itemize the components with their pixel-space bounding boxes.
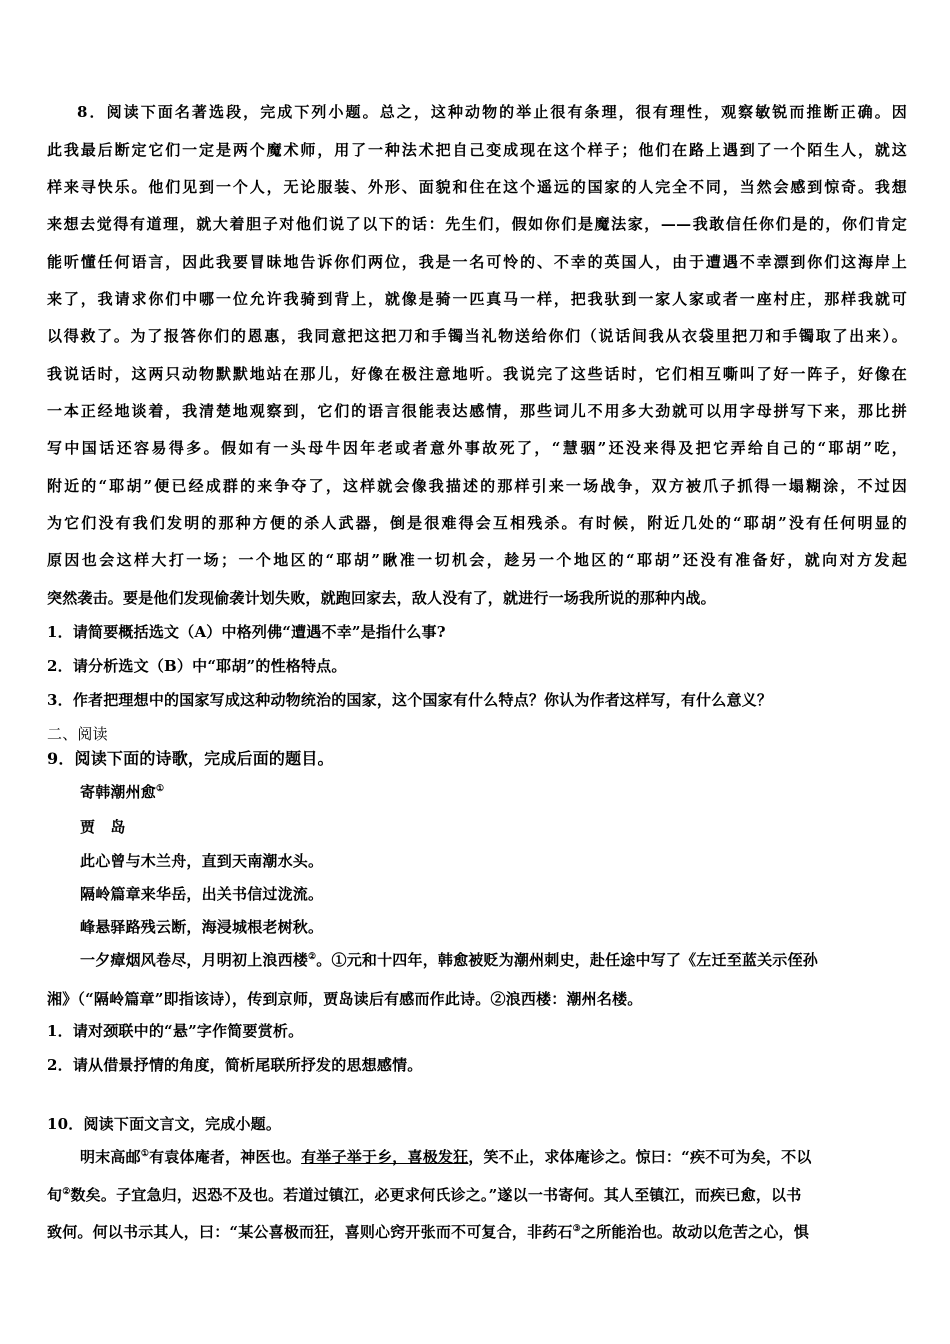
- q10-text: 之所能治也。故动以危苦之心，惧: [580, 1223, 809, 1241]
- q8-question-1: 1．请简要概括选文（A）中格列佛“遭遇不幸”是指什么事?: [47, 623, 446, 641]
- q8-line: 能听懂任何语言，因此我要冒昧地告诉你们两位，我是一名可怜的、不幸的英国人，由于遭遇不幸漂到你们这海岸上: [47, 253, 907, 271]
- poem-author: 贾 岛: [80, 818, 126, 836]
- q8-line: 以得救了。为了报答你们的恩惠，我同意把这把刀和手镯当礼物送给你们（说话间我从衣袋里把刀和手镯取了出来）。: [47, 327, 907, 345]
- q9-question-2: 2．请从借景抒情的角度，简析尾联所抒发的思想感情。: [47, 1056, 423, 1074]
- q8-line: 来想去觉得有道理，就大着胆子对他们说了以下的话：先生们，假如你们是魔法家，——我敢信任你们是的，你们肯定: [47, 215, 907, 233]
- poem-title-text: 寄韩潮州愈: [80, 783, 157, 801]
- q10-text: 数矣。子宜急归，迟恐不及也。若道过镇江，必更求何氏诊之。”遂以一书寄何。其人至镇江，而疾已愈，以书: [70, 1186, 802, 1204]
- footnote-mark: ①: [156, 784, 165, 794]
- q8-line: 一本正经地谈着，我清楚地观察到，它们的语言很能表达感情，那些词儿不用多大劲就可以用字母拼写下来，那比拼: [47, 402, 907, 420]
- q10-text: ，笑不止，求体庵诊之。惊曰：“疾不可为矣，不以: [468, 1148, 812, 1166]
- q10-text: 有袁体庵者，神医也。: [149, 1148, 302, 1166]
- footnote-mark: ①: [140, 1149, 150, 1159]
- q10-text: 致何。何以书示其人，曰：“某公喜极而狂，喜则心窍开张而不可复合，非药石: [47, 1223, 573, 1241]
- underlined-sentence: 有举子举于乡，喜极发狂: [301, 1148, 469, 1166]
- q8-line: 附近的“耶胡”便已经成群的来争夺了，这样就会像我描述的那样引来一场战争，双方被爪子抓得一塌糊涂，不过因: [47, 477, 907, 495]
- q8-question-2: 2．请分析选文（B）中“耶胡”的性格特点。: [47, 657, 347, 675]
- poem-verse: 峰悬驿路残云断，海浸城根老树秋。: [80, 918, 324, 936]
- footnote-mark: ③: [572, 1224, 581, 1234]
- poem-title: [80, 781, 164, 802]
- q8-line: 写中国话还容易得多。假如有一头母牛因年老或者意外事故死了，“慧骃”还没来得及把它弄给自己的“耶胡”吃，: [47, 439, 907, 457]
- poem-verse-text: 一夕瘴烟风卷尽，月明初上浪西楼: [80, 951, 309, 969]
- poem-note: 湘》（“隔岭篇章”即指该诗），传到京师，贾岛读后有感而作此诗。②浪西楼：潮州名楼。: [47, 990, 643, 1008]
- q10-text: 明末高邮: [80, 1148, 141, 1166]
- q9-heading: 9．阅读下面的诗歌，完成后面的题目。: [47, 749, 334, 768]
- q8-line: 原因也会这样大打一场；一个地区的“耶胡”瞅准一切机会，趁另一个地区的“耶胡”还没有准备好，就向对方发起: [47, 551, 907, 569]
- poem-verse: 此心曾与木兰舟，直到天南潮水头。: [80, 852, 324, 870]
- section-title: 二、阅读: [47, 725, 108, 743]
- q10-line: [47, 1221, 809, 1242]
- q8-line: 来了，我请求你们中哪一位允许我骑到背上，就像是骑一匹真马一样，把我驮到一家人家或者一座村庄，那样我就可: [47, 290, 907, 308]
- q8-line: 我说话时，这两只动物默默地站在那儿，好像在极注意地听。我说完了这些话时，它们相互嘶叫了好一阵子，好像在: [47, 365, 907, 383]
- q10-text: 旬: [47, 1186, 63, 1204]
- q10-line: [47, 1184, 801, 1205]
- poem-verse: 隔岭篇章来华岳，出关书信过泷流。: [80, 885, 324, 903]
- q10-heading: 10．阅读下面文言文，完成小题。: [47, 1115, 282, 1133]
- q9-question-1: 1．请对颈联中的“悬”字作简要赏析。: [47, 1022, 304, 1040]
- q8-line: 为它们没有我们发明的那种方便的杀人武器，倒是很难得会互相残杀。有时候，附近几处的“耶胡”没有任何明显的: [47, 514, 907, 532]
- q8-line: 突然袭击。要是他们发现偷袭计划失败，就跑回家去，敌人没有了，就进行一场我所说的那种内战。: [47, 589, 716, 607]
- q10-line: [80, 1146, 812, 1167]
- poem-last-verse-with-notes: [80, 949, 818, 970]
- note-text: 。①元和十四年，韩愈被贬为潮州刺史，赴任途中写了《左迁至蓝关示侄孙: [316, 951, 818, 969]
- q8-line: 8．阅读下面名著选段，完成下列小题。总之，这种动物的举止很有条理，很有理性，观察敏锐而推断正确。因: [77, 103, 907, 121]
- footnote-mark: ②: [62, 1187, 71, 1197]
- q8-line: 此我最后断定它们一定是两个魔术师，用了一种法术把自己变成现在这个样子；他们在路上遇到了一个陌生人，就这: [47, 141, 907, 159]
- q8-question-3: 3．作者把理想中的国家写成这种动物统治的国家，这个国家有什么特点？你认为作者这样写，有什么意义？: [47, 691, 773, 709]
- q8-line: 样来寻快乐。他们见到一个人，无论服装、外形、面貌和住在这个遥远的国家的人完全不同，当然会感到惊奇。我想: [47, 178, 907, 196]
- footnote-mark: ②: [308, 952, 317, 962]
